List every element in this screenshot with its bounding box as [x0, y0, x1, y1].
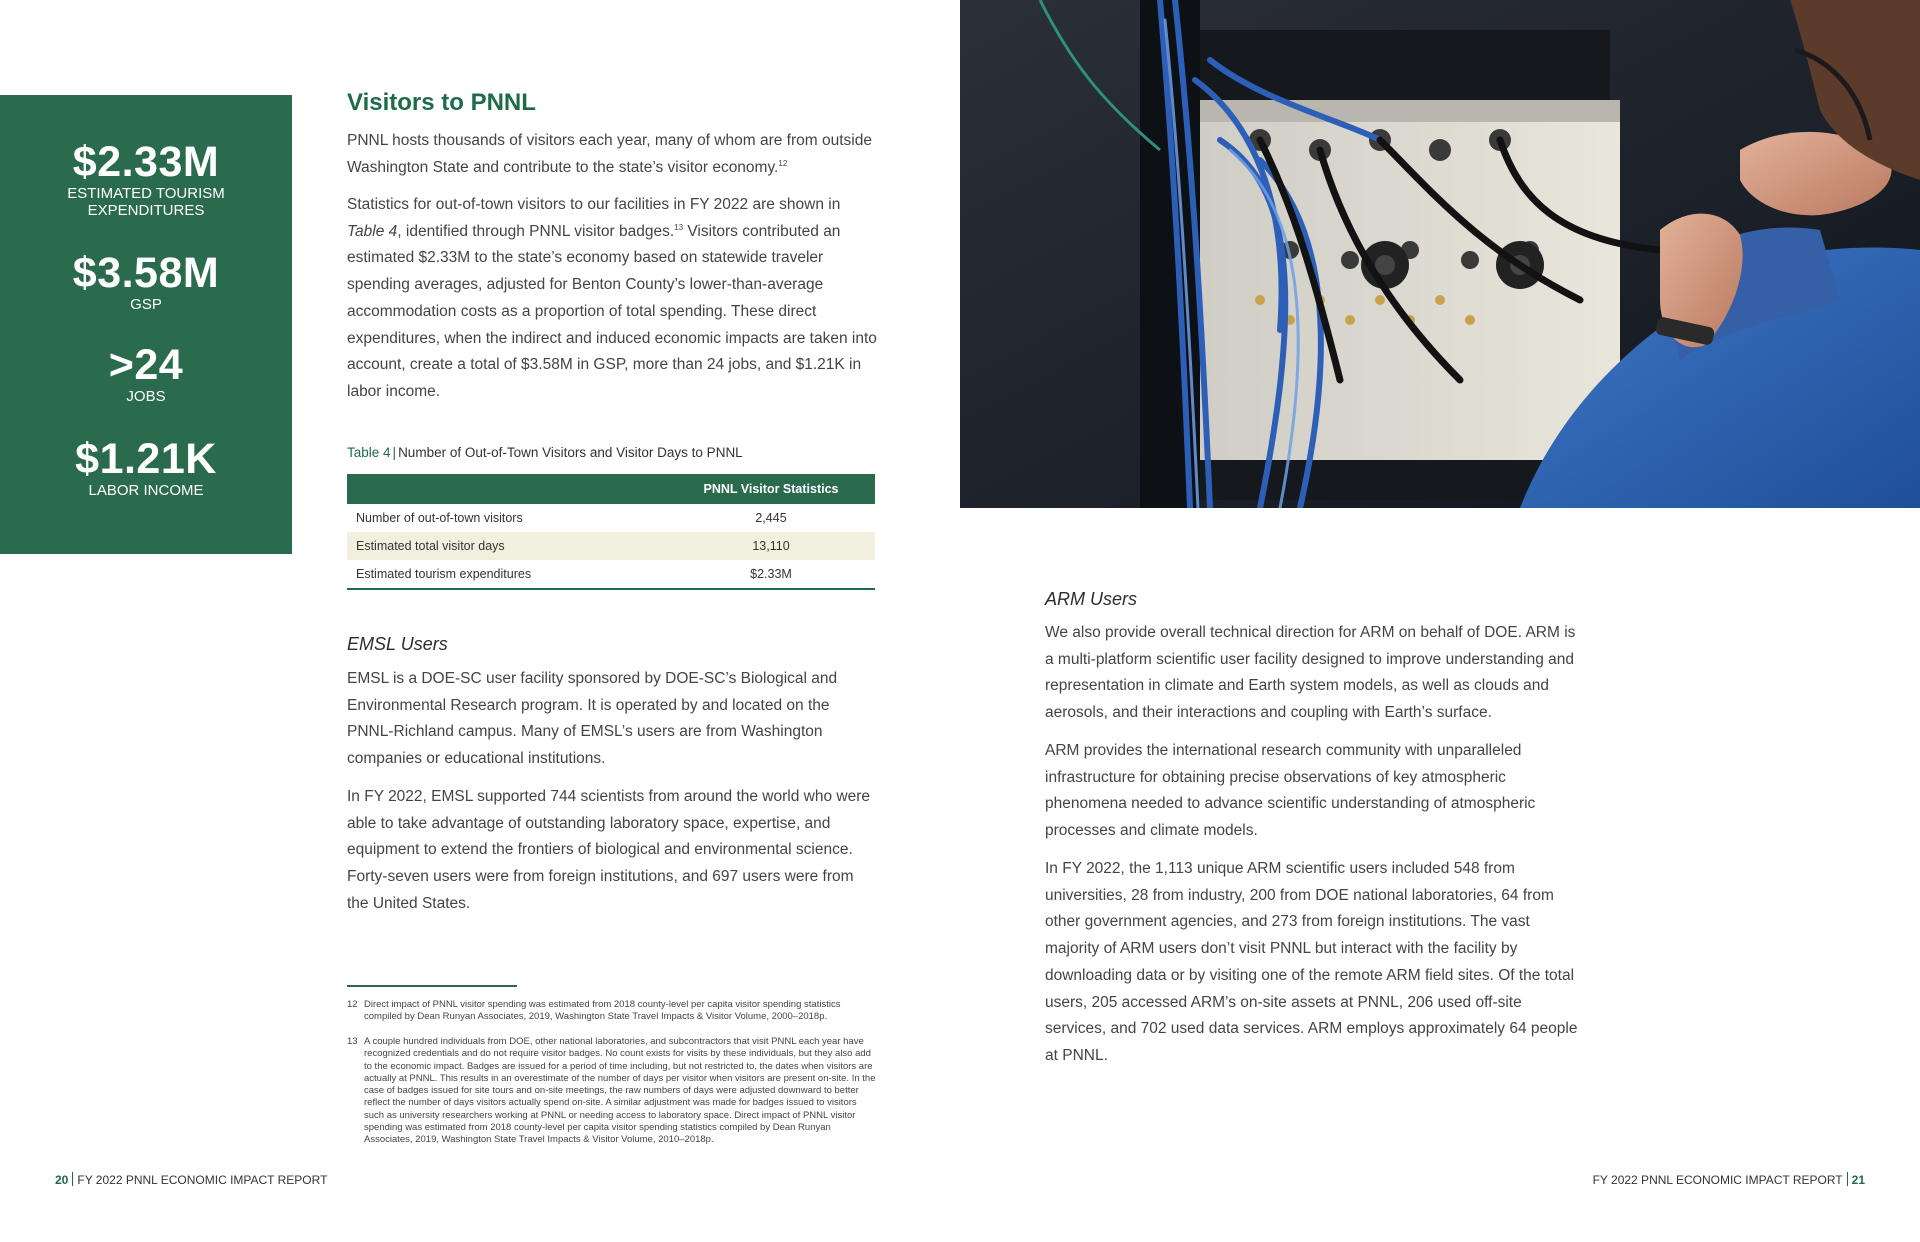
footer-separator: [1847, 1172, 1848, 1186]
table-row: [347, 560, 875, 589]
footer-title: FY 2022 PNNL ECONOMIC IMPACT REPORT: [1592, 1173, 1843, 1187]
page-number: 21: [1851, 1173, 1865, 1187]
section-heading-visitors: Visitors to PNNL: [347, 89, 536, 116]
table-cell-value: $2.33M: [667, 560, 875, 589]
paragraph-text: , identified through PNNL visitor badges.: [397, 222, 675, 240]
footer-title: FY 2022 PNNL ECONOMIC IMPACT REPORT: [77, 1173, 328, 1187]
footnote-ref: 13: [674, 222, 684, 232]
page-footer-right: [1593, 1172, 1865, 1187]
table-caption: Table 4 | Number of Out-of-Town Visitors and Visitor Days to PNNL: [347, 445, 743, 460]
footnote-text: Direct impact of PNNL visitor spending was estimated from 2018 county-level per capita visitor spending statistics compiled by Dean Runyan Associates, 2019, Washington State Travel Impacts & Visitor Volume, 2000–2018p.: [364, 999, 841, 1023]
table-header-row: [347, 474, 875, 504]
stat-label: GSP: [130, 296, 162, 313]
stat-label-line: ESTIMATED TOURISM: [67, 185, 225, 202]
table-cell-value: 13,110: [667, 532, 875, 560]
footnote-12: [347, 999, 877, 1024]
stat-value: $3.58M: [72, 249, 220, 297]
table-cell-label: Number of out-of-town visitors: [356, 511, 523, 525]
stat-jobs: [0, 342, 292, 405]
stat-label: JOBS: [126, 388, 166, 405]
footnote-13: [347, 1036, 877, 1147]
paragraph-text: PNNL hosts thousands of visitors each year, many of whom are from outside Washington State and contribute to the state’s visitor economy.: [347, 132, 872, 176]
section-heading-emsl: EMSL Users: [347, 634, 448, 654]
visitors-paragraph-2: [347, 192, 877, 406]
footnote-ref: 12: [778, 158, 788, 168]
footnote-number: 13: [347, 1036, 358, 1047]
stats-panel: [0, 95, 292, 554]
visitor-statistics-table: [347, 474, 875, 590]
table-cell-value: 2,445: [755, 511, 787, 525]
arm-paragraph-3: In FY 2022, the 1,113 unique ARM scientific users included 548 from universities, 28 from industry, 200 from DOE national laboratories, 64 from other government agencies, and 273 from foreign institutions. The vast majority of ARM users don’t visit PNNL but interact with the facility by downloading data or by visiting one of the remote ARM field sites. Of the total users, 205 accessed ARM’s on-site assets at PNNL, 206 used off-site services, and 702 used data services. ARM employs approximately 64 people at PNNL.: [1045, 860, 1578, 1064]
footnote-text: A couple hundred individuals from DOE, other national laboratories, and subcontractors that visit PNNL each year have recognized credentials and do not require visitor badges. No count exists for visits by these individuals, but they also add to the economic impact. Badges are issued for a period of time including, but not restricted to, the dates when visitors are actually at PNNL. This results in an overestimate of the number of days per visitor when visitors are present on-site. In the case of badges issued for site tours and on-site meetings, the raw numbers of days were adjusted downward to better reflect the number of days visitors actually spend on-site. A similar adjustment was made for badges issued to visitors such as university researchers working at PNNL or needing access to laboratory space. Direct impact of PNNL visitor spending was estimated from 2018 county-level per capita visitor spending statistics compiled by Dean Runyan Associates, 2019, Washington State Travel Impacts & Visitor Volume, 2010–2018p.: [364, 1036, 876, 1146]
table-cell-label: Estimated tourism expenditures: [347, 560, 667, 589]
table-reference: Table 4: [347, 222, 398, 240]
table-header-empty: [347, 474, 667, 504]
lab-equipment-photo: [960, 0, 1920, 508]
section-heading-arm: ARM Users: [1045, 589, 1138, 609]
footnote-divider: [347, 985, 517, 987]
footer-separator: [72, 1172, 73, 1186]
arm-paragraph-2: ARM provides the international research community with unparalleled infrastructure for obtaining precise observations of key atmospheric phenomena needed to advance scientific understanding of atmospheric processes and climate models.: [1045, 742, 1536, 840]
table-row: [347, 532, 875, 560]
stat-value: $2.33M: [72, 138, 220, 186]
emsl-paragraph-1: EMSL is a DOE-SC user facility sponsored by DOE-SC’s Biological and Environmental Research program. It is operated by and located on the PNNL-Richland campus. Many of EMSL’s users are from Washington companies or educational institutions.: [347, 670, 838, 768]
paragraph-text: Statistics for out-of-town visitors to our facilities in FY 2022 are shown in: [347, 196, 841, 213]
table-number: Table 4: [347, 445, 391, 460]
page-number: 20: [55, 1173, 69, 1187]
table-cell-label: Estimated total visitor days: [347, 532, 667, 560]
emsl-paragraph-2: In FY 2022, EMSL supported 744 scientists from around the world who were able to take advantage of outstanding laboratory space, expertise, and equipment to extend the frontiers of biological and environmental science. Forty-seven users were from foreign institutions, and 697 users were from the United States.: [347, 788, 870, 912]
stat-gsp: [0, 250, 292, 313]
stat-value: $1.21K: [75, 435, 217, 483]
stat-labor-income: [0, 436, 292, 499]
footnote-number: 12: [347, 999, 358, 1010]
table-row: [347, 504, 875, 532]
stat-value: >24: [108, 341, 184, 389]
visitors-paragraph-1: [347, 128, 877, 181]
arm-paragraph-1: We also provide overall technical direction for ARM on behalf of DOE. ARM is a multi-platform scientific user facility designed to improve understanding and representation in climate and Earth system models, as well as clouds and aerosols, and their interactions and coupling with Earth’s surface.: [1045, 624, 1576, 722]
page-footer-left: [55, 1172, 327, 1187]
stat-label: [0, 185, 292, 219]
stat-label: LABOR INCOME: [88, 482, 204, 499]
table-column-header: PNNL Visitor Statistics: [667, 474, 875, 504]
stat-label-line: EXPENDITURES: [87, 202, 205, 219]
table-title: Number of Out-of-Town Visitors and Visitor Days to PNNL: [398, 445, 743, 460]
paragraph-text: Visitors contributed an estimated $2.33M to the state’s economy based on statewide traveler spending averages, adjusted for Benton County’s lower-than-average accommodation costs as a proportion of total spending. These direct expenditures, when the indirect and induced economic impacts are taken into account, create a total of $3.58M in GSP, more than 24 jobs, and $1.21K in labor income.: [347, 222, 877, 400]
photo-illustration: [960, 0, 1920, 508]
stat-tourism-expenditures: [0, 139, 292, 219]
